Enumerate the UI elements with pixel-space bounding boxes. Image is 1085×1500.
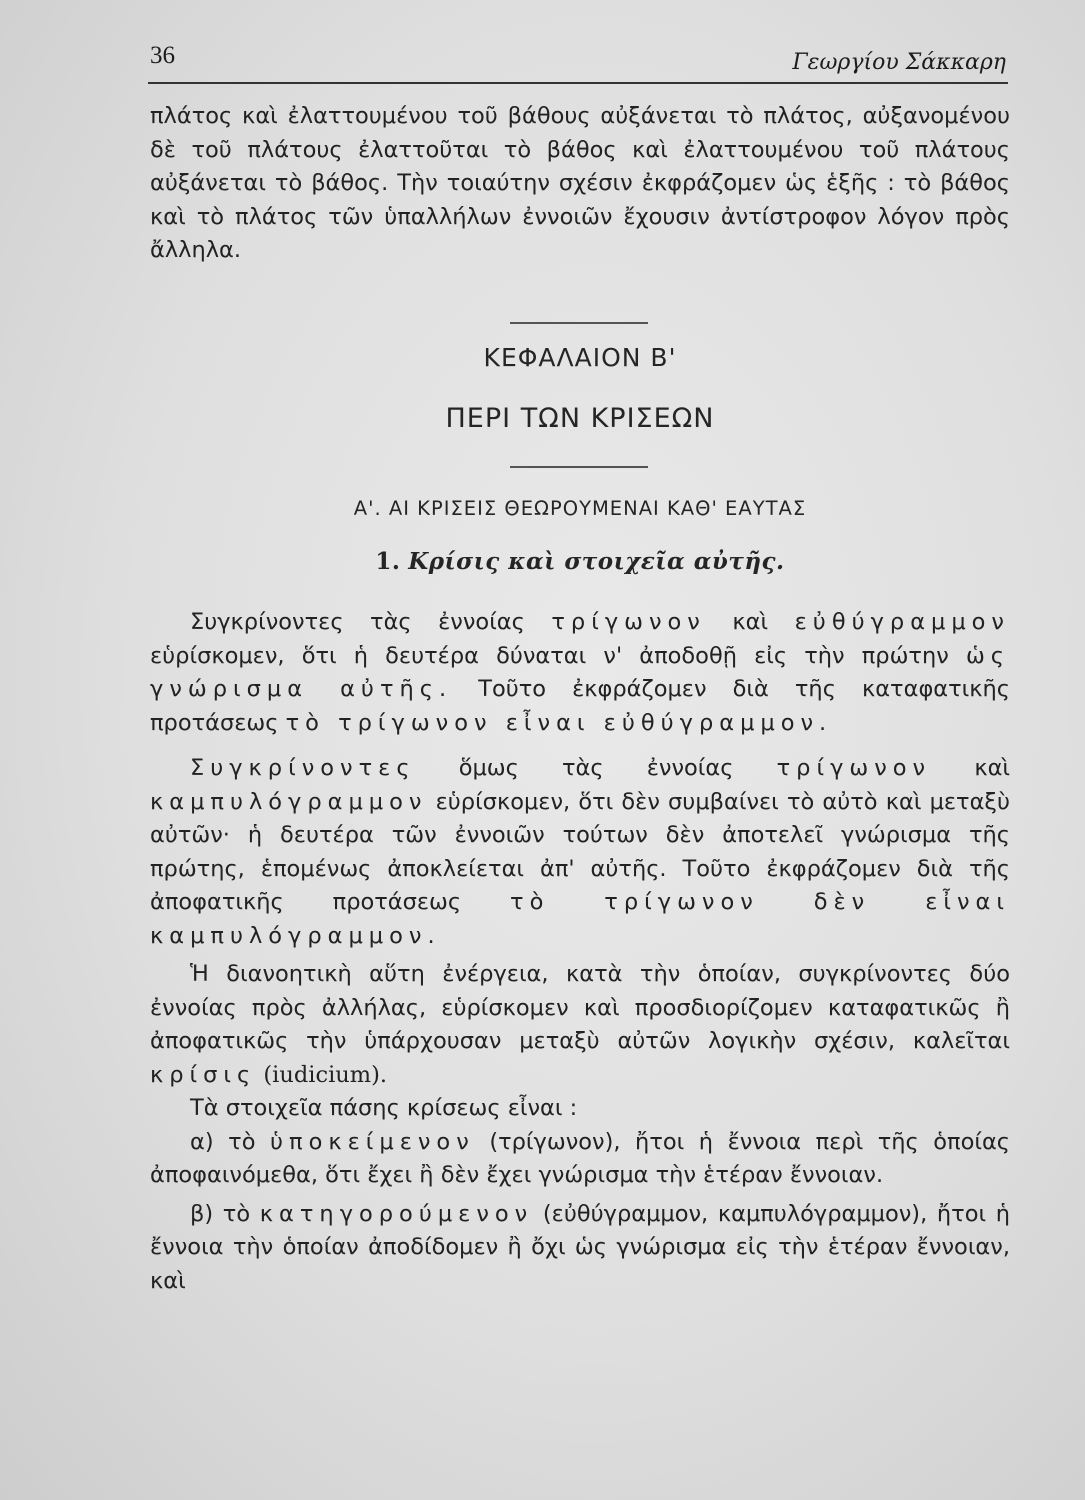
paragraph-4: Τὰ στοιχεῖα πάσης κρίσεως εἶναι : [190, 1095, 578, 1121]
p2-text-and: καὶ [974, 755, 1011, 781]
intro-paragraph: πλάτος καὶ ἐλαττουμένου τοῦ βάθους αὐξάνεται τὸ πλάτος, αὐξανομένου δὲ τοῦ πλάτους ἐλαττοῦται τὸ βάθος καὶ ἐλαττουμένου τοῦ πλάτους αὐξάνεται τὸ βάθος. Τὴν τοιαύτην σχέσιν ἐκφράζομεν ὡς ἑξῆς : τὸ βάθος καὶ τὸ πλάτος τῶν ὑπαλλήλων ἐννοιῶν ἔχουσιν ἀντίστροφον λόγον πρὸς ἄλληλα. [150, 103, 1010, 263]
p5-text-c: (τρίγωνον), ἤτοι ἡ ἔννοια περὶ τῆς ὁποίας ἀποφαινόμεθα, ὅτι ἔχει ἢ δὲν ἔχει γνώρισμα τὴν ἑτέραν ἔννοιαν. [150, 1128, 1011, 1188]
paragraph-3 [150, 958, 1010, 1092]
p5-term-subject: ὑποκείμενον [270, 1128, 475, 1155]
paragraph-1 [150, 606, 1010, 740]
running-head [148, 38, 1008, 88]
p2-text-b: ὅμως τὰς ἐννοίας [458, 755, 734, 781]
p2-negative-proposition: τὸ τρίγωνον δὲν εἶναι καμπυλόγραμμον. [150, 889, 1010, 949]
chapter-label: ΚΕΦΑΛΑΙΟΝ Β' [483, 343, 677, 372]
running-author: Γεωργίου Σάκκαρη [792, 50, 1006, 75]
intro-block [150, 100, 1010, 268]
header-rule [148, 82, 1008, 84]
p1-text-g: Τοῦτο ἐκφράζομεν διὰ τῆς καταφατικῆς προτάσεως [150, 676, 1011, 736]
p1-text-and: καὶ [732, 609, 769, 635]
p6-term-predicate: κατηγορούμενον [259, 1200, 534, 1227]
paragraph-2 [150, 752, 1010, 953]
p2-term-triangle: τρίγωνον [776, 755, 932, 781]
p3-term-judgement: κρίσις [150, 1061, 257, 1088]
p6-text-c: (εὐθύγραμμον, καμπυλόγραμμον), ἤτοι ἡ ἔννοια τὴν ὁποίαν ἀποδίδομεν ἢ ὄχι ὡς γνώρισμα εἰς τὴν ἑτέραν ἔννοιαν, καὶ [150, 1200, 1011, 1294]
p6-text-a: β) τὸ [190, 1200, 251, 1227]
subsection-text: Κρίσις καὶ στοιχεῖα αὐτῆς. [408, 548, 785, 575]
p1-term-triangle: τρίγωνον [551, 609, 706, 635]
paragraph-6 [150, 1198, 1010, 1299]
chapter-title: ΠΕΡΙ ΤΩΝ ΚΡΙΣΕΩΝ [445, 403, 715, 434]
chapter-rule-bottom [510, 466, 648, 468]
body-block [150, 606, 1010, 1298]
p5-text-a: α) τὸ [190, 1128, 256, 1155]
subsection-title [150, 548, 1010, 575]
paragraph-5 [150, 1126, 1010, 1193]
p2-text-f: εὑρίσκομεν, ὅτι δὲν συμβαίνει τὸ αὐτὸ καὶ μεταξὺ αὐτῶν· ἡ δευτέρα τῶν ἐννοιῶν τούτων δὲν ἀποτελεῖ γνώρισμα τῆς πρώτης, ἑπομένως ἀποκλείεται ἀπ' αὐτῆς. Τοῦτο ἐκφράζομεν διὰ τῆς ἀποφατικῆς προτάσεως [150, 788, 1010, 915]
p1-term-rectilinear: εὐθύγραμμον [794, 609, 1010, 635]
p3-latin-term: (iudicium). [263, 1061, 388, 1088]
p1-term-attribute: ὡς γνώρισμα αὐτῆς. [150, 642, 1010, 702]
p2-term-curvilinear: καμπυλόγραμμον [150, 788, 428, 815]
p3-text-a: Ἡ διανοητικὴ αὕτη ἐνέργεια, κατὰ τὴν ὁποίαν, συγκρίνοντες δύο ἐννοίας πρὸς ἀλλήλας, εὑρίσκομεν καὶ προσδιορίζομεν καταφατικῶς ἢ ἀποφατικῶς τὴν ὑπάρχουσαν μεταξὺ αὐτῶν λογικὴν σχέσιν, καλεῖται [150, 961, 1010, 1054]
p1-text-a: Συγκρίνοντες τὰς ἐννοίας [190, 609, 525, 635]
chapter-rule-top [510, 322, 648, 324]
p1-affirmative-proposition: τὸ τρίγωνον εἶναι εὐθύγραμμον. [285, 709, 833, 736]
section-title: Α'. ΑΙ ΚΡΙΣΕΙΣ ΘΕΩΡΟΥΜΕΝΑΙ ΚΑΘ' ΕΑΥΤΑΣ [353, 497, 807, 520]
p1-text-e: εὑρίσκομεν, ὅτι ἡ δευτέρα δύναται ν' ἀποδοθῇ εἰς τὴν πρώτην [150, 642, 949, 669]
page-number: 36 [150, 42, 175, 69]
subsection-number: 1. [375, 548, 401, 575]
p2-term-comparing: Συγκρίνοντες [190, 755, 416, 781]
